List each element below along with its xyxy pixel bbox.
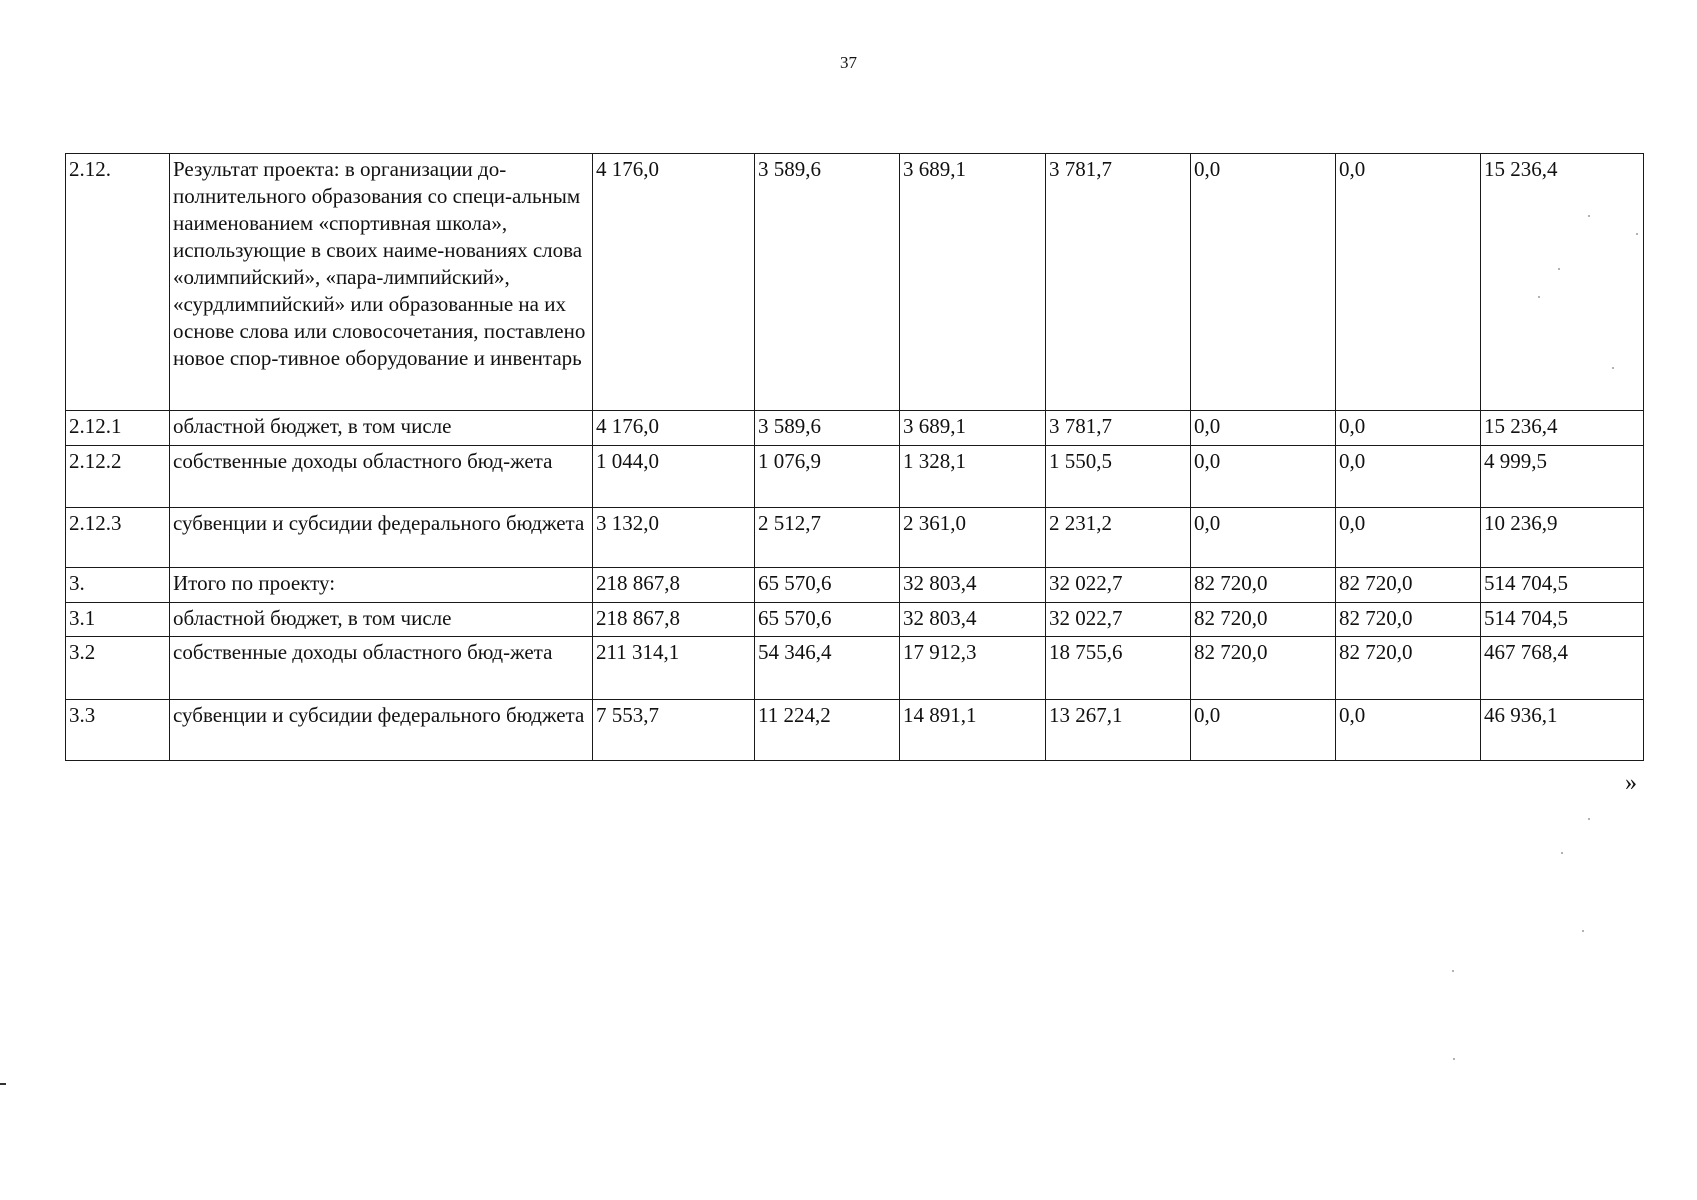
value-cell: 32 803,4 [900,603,1046,637]
value-cell: 82 720,0 [1191,568,1336,603]
value-cell: 1 328,1 [900,446,1046,508]
value-cell: 3 781,7 [1046,411,1191,446]
value-cell: 2 231,2 [1046,508,1191,568]
value-cell: 82 720,0 [1336,568,1481,603]
table-row-total [66,568,1644,603]
table-row [66,508,1644,568]
value-cell: 54 346,4 [755,637,900,700]
scan-speck [1561,852,1563,854]
value-cell: 11 224,2 [755,700,900,761]
total-cell: 46 936,1 [1481,700,1644,761]
value-cell: 211 314,1 [593,637,755,700]
value-cell: 17 912,3 [900,637,1046,700]
value-cell: 0,0 [1191,700,1336,761]
value-cell: 65 570,6 [755,603,900,637]
total-cell: 467 768,4 [1481,637,1644,700]
total-cell: 514 704,5 [1481,603,1644,637]
value-cell: 0,0 [1191,411,1336,446]
value-cell: 82 720,0 [1336,637,1481,700]
scan-speck [1612,367,1614,369]
value-cell: 3 781,7 [1046,154,1191,411]
value-cell: 2 512,7 [755,508,900,568]
value-cell: 82 720,0 [1336,603,1481,637]
value-cell: 65 570,6 [755,568,900,603]
closing-quote: » [1625,770,1637,796]
value-cell: 32 022,7 [1046,603,1191,637]
row-description: субвенции и субсидии федерального бюджета [170,700,593,761]
table-row [66,446,1644,508]
row-code: 3.3 [66,700,170,761]
value-cell: 0,0 [1336,411,1481,446]
value-cell: 14 891,1 [900,700,1046,761]
value-cell: 1 550,5 [1046,446,1191,508]
table-row [66,637,1644,700]
row-code: 3.1 [66,603,170,637]
table-row [66,411,1644,446]
table-row [66,700,1644,761]
value-cell: 13 267,1 [1046,700,1191,761]
scan-speck [1636,233,1638,235]
value-cell: 82 720,0 [1191,637,1336,700]
value-cell: 1 076,9 [755,446,900,508]
total-cell: 4 999,5 [1481,446,1644,508]
scan-speck [1538,296,1540,298]
scan-speck [1588,215,1590,217]
row-description: Итого по проекту: [170,568,593,603]
row-code: 3. [66,568,170,603]
scan-speck [1558,268,1560,270]
row-code: 3.2 [66,637,170,700]
row-description: Результат проекта: в организации до-полнительного образования со специ-альным наименованием «спортивная школа», использующие в своих наиме-нованиях слова «олимпийский», «пара-лимпийский», «сурдлимпийский» или образованные на их основе слова или словосочетания, поставлено новое спор-тивное оборудование и инвентарь [170,154,593,411]
value-cell: 3 689,1 [900,411,1046,446]
value-cell: 3 589,6 [755,411,900,446]
table-row [66,603,1644,637]
value-cell: 32 022,7 [1046,568,1191,603]
row-code: 2.12.1 [66,411,170,446]
scan-speck [1452,970,1454,972]
value-cell: 0,0 [1336,446,1481,508]
value-cell: 218 867,8 [593,568,755,603]
value-cell: 4 176,0 [593,411,755,446]
value-cell: 0,0 [1336,154,1481,411]
margin-dash [0,1083,6,1085]
value-cell: 32 803,4 [900,568,1046,603]
value-cell: 0,0 [1191,154,1336,411]
scan-speck [1582,930,1584,932]
value-cell: 3 589,6 [755,154,900,411]
total-cell: 15 236,4 [1481,411,1644,446]
total-cell: 15 236,4 [1481,154,1644,411]
value-cell: 2 361,0 [900,508,1046,568]
total-cell: 10 236,9 [1481,508,1644,568]
row-code: 2.12. [66,154,170,411]
value-cell: 4 176,0 [593,154,755,411]
row-description: собственные доходы областного бюд-жета [170,637,593,700]
scan-speck [1453,1058,1455,1060]
value-cell: 82 720,0 [1191,603,1336,637]
value-cell: 1 044,0 [593,446,755,508]
row-code: 2.12.3 [66,508,170,568]
total-cell: 514 704,5 [1481,568,1644,603]
value-cell: 0,0 [1191,446,1336,508]
row-description: областной бюджет, в том числе [170,603,593,637]
page-number: 37 [840,53,857,72]
row-description: областной бюджет, в том числе [170,411,593,446]
value-cell: 3 132,0 [593,508,755,568]
value-cell: 218 867,8 [593,603,755,637]
value-cell: 0,0 [1336,700,1481,761]
row-description: собственные доходы областного бюд-жета [170,446,593,508]
value-cell: 0,0 [1336,508,1481,568]
row-description: субвенции и субсидии федерального бюджета [170,508,593,568]
value-cell: 18 755,6 [1046,637,1191,700]
value-cell: 3 689,1 [900,154,1046,411]
value-cell: 7 553,7 [593,700,755,761]
row-code: 2.12.2 [66,446,170,508]
scan-speck [1588,818,1590,820]
table-row [66,154,1644,411]
budget-table [65,153,1644,761]
value-cell: 0,0 [1191,508,1336,568]
